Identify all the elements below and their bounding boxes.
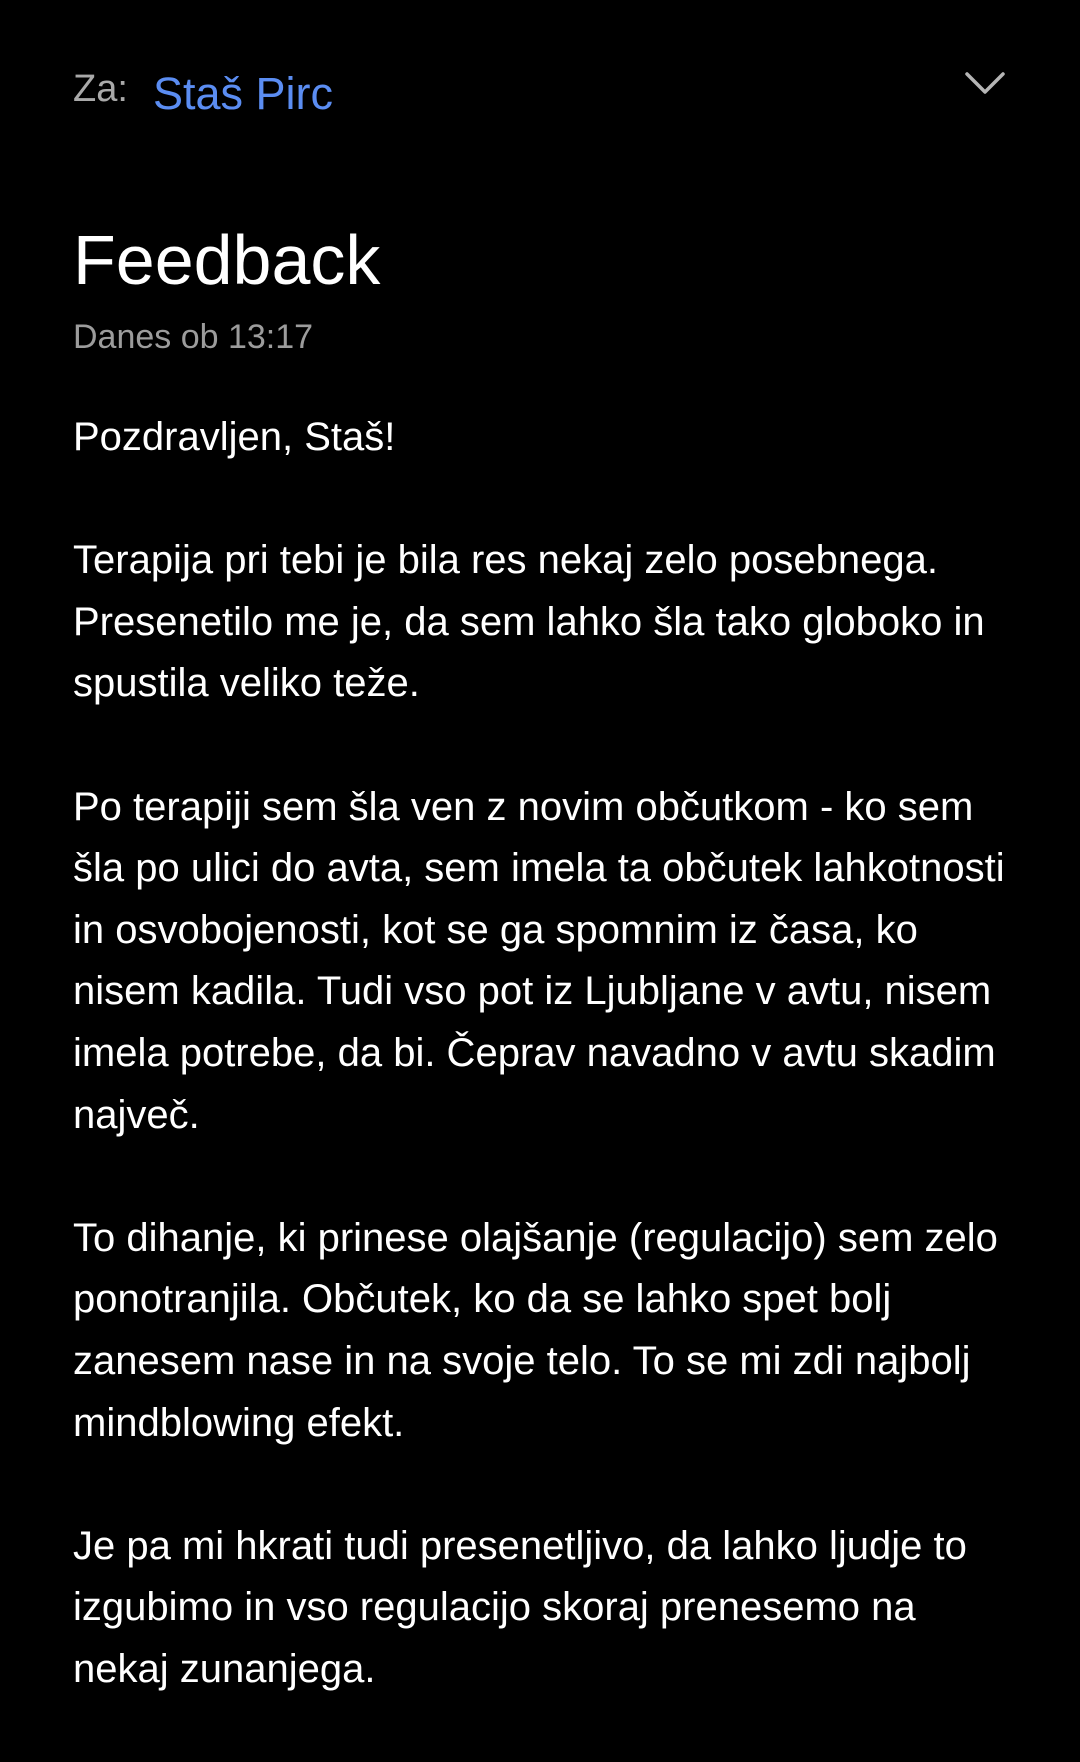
- email-greeting: Pozdravljen, Staš!: [73, 415, 396, 459]
- recipient-header: [73, 60, 1007, 130]
- email-paragraph: Je pa mi hkrati tudi presenetljivo, da lahko ljudje to izgubimo in vso regulacijo skoraj prenesemo na nekaj zunanjega.: [73, 1523, 967, 1691]
- email-paragraph: Po terapiji sem šla ven z novim občutkom - ko sem šla po ulici do avta, sem imela ta občutek lahkotnosti in osvobojenosti, kot se ga spomnim iz časa, ko nisem kadila. Tudi vso pot iz Ljubljane v avtu, nisem imela potrebe, da bi. Čeprav navadno v avtu skadim največ.: [73, 784, 1005, 1137]
- to-label: Za:: [73, 68, 128, 110]
- email-subject: Feedback: [73, 221, 381, 299]
- email-body: [73, 407, 1018, 1762]
- chevron-down-icon[interactable]: [963, 68, 1007, 98]
- email-paragraph: To dihanje, ki prinese olajšanje (regulacijo) sem zelo ponotranjila. Občutek, ko da se lahko spet bolj zanesem nase in na svoje telo. To se mi zdi najbolj mindblowing efekt.: [73, 1215, 998, 1445]
- email-paragraph: Terapija pri tebi je bila res nekaj zelo posebnega. Presenetilo me je, da sem lahko šla tako globoko in spustila veliko teže.: [73, 538, 985, 706]
- email-date: Danes ob 13:17: [73, 318, 314, 356]
- recipient-name[interactable]: Staš Pirc: [153, 68, 334, 119]
